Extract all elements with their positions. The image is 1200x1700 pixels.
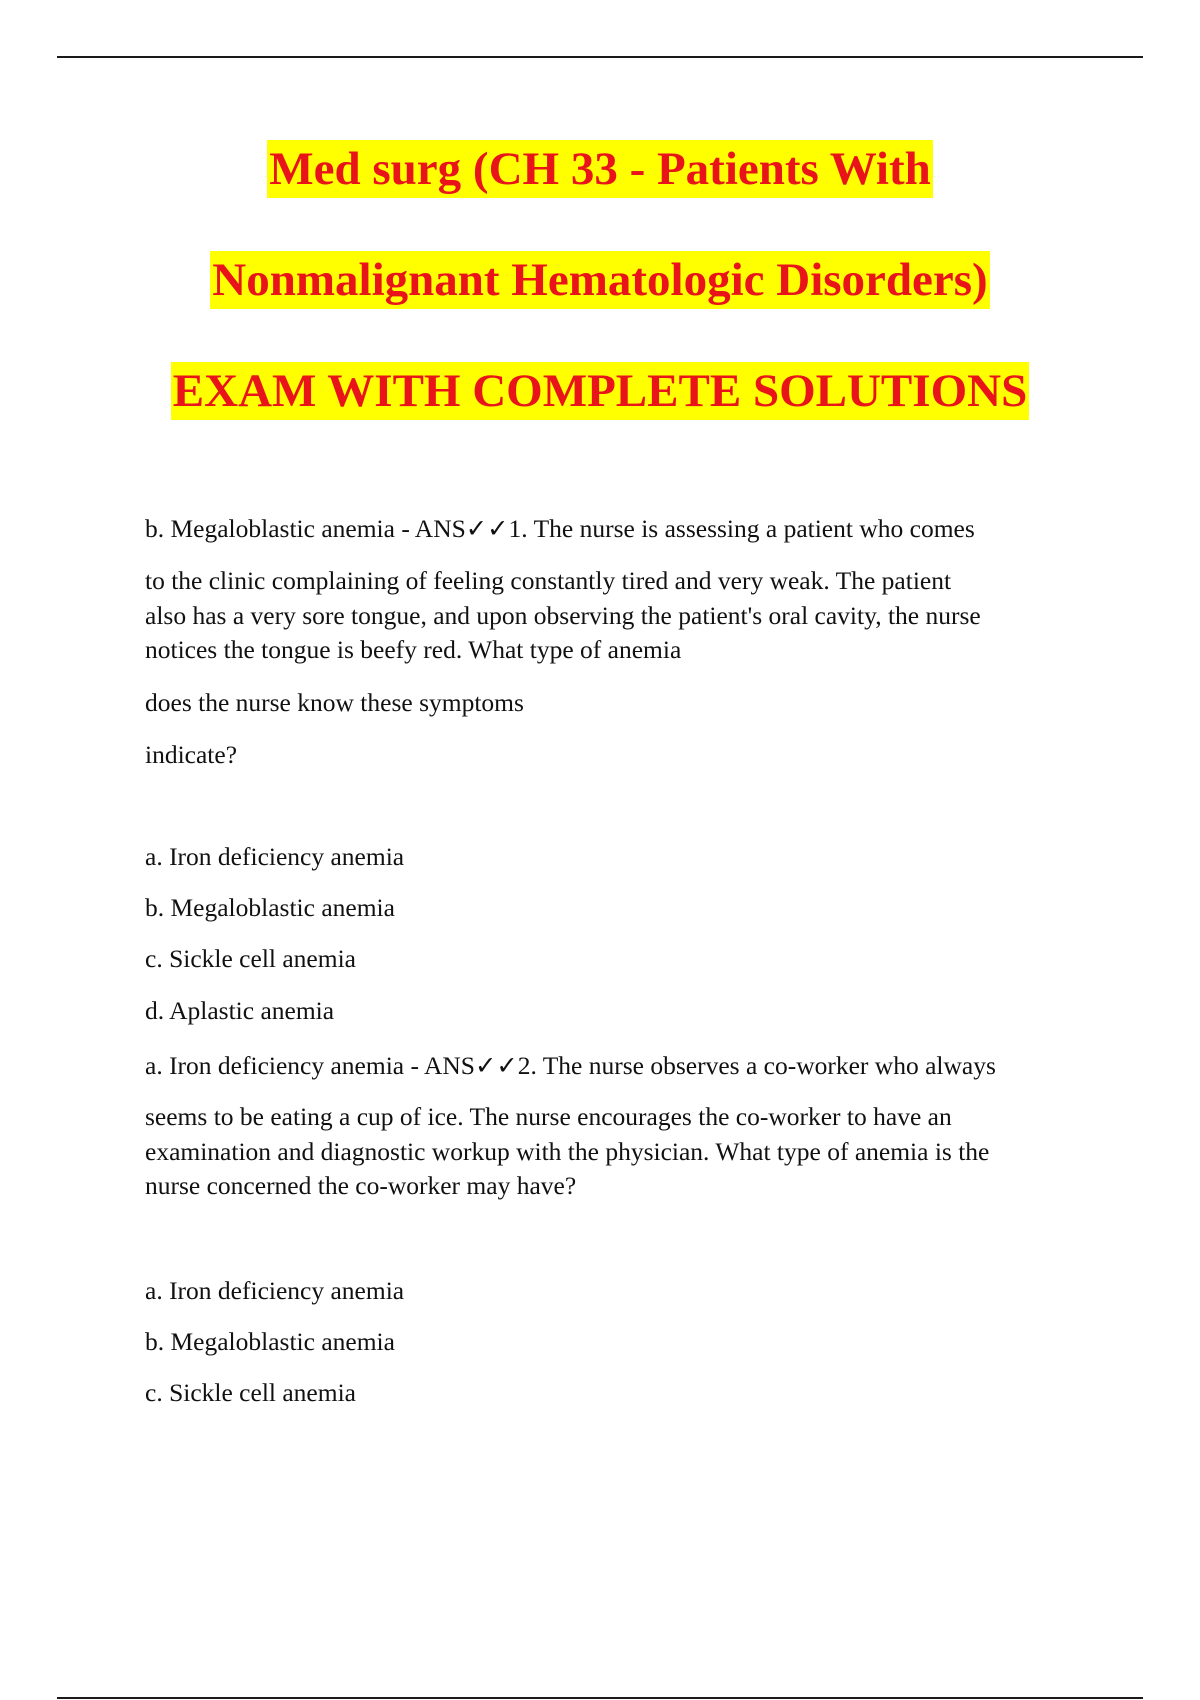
q1-paragraph-line-1: to the clinic complaining of feeling constantly tired and very weak. The patient [145, 566, 952, 595]
title-line-3 [0, 362, 1200, 473]
q2-paragraph-line-3: nurse concerned the co-worker may have? [145, 1171, 577, 1200]
q2-paragraph-line-2: examination and diagnostic workup with the physician. What type of anemia is the [145, 1136, 990, 1166]
q1-line-a: does the nurse know these symptoms [145, 688, 524, 717]
title-line-3-text: EXAM WITH COMPLETE SOLUTIONS [171, 362, 1029, 420]
q1-option-c: c. Sickle cell anemia [145, 944, 356, 973]
q1-paragraph [145, 564, 1105, 668]
title-line-2 [0, 251, 1200, 362]
q1-paragraph-line-2: also has a very sore tongue, and upon observing the patient's oral cavity, the nurse [145, 600, 981, 630]
q2-paragraph-line-1: seems to be eating a cup of ice. The nurse encourages the co-worker to have an [145, 1102, 952, 1131]
q2-lead: a. Iron deficiency anemia - ANS✓✓2. The nurse observes a co-worker who always [145, 1051, 996, 1080]
bottom-rule [57, 1697, 1143, 1699]
q2-paragraph [145, 1100, 1105, 1204]
q2-option-a: a. Iron deficiency anemia [145, 1276, 405, 1305]
title-line-2-text: Nonmalignant Hematologic Disorders) [210, 251, 989, 309]
q1-lead: b. Megaloblastic anemia - ANS✓✓1. The nurse is assessing a patient who comes [145, 514, 975, 543]
q2-option-b: b. Megaloblastic anemia [145, 1327, 395, 1356]
title-line-1 [0, 140, 1200, 251]
q2-option-c: c. Sickle cell anemia [145, 1378, 356, 1407]
q1-option-d: d. Aplastic anemia [145, 996, 335, 1025]
q1-option-b: b. Megaloblastic anemia [145, 893, 395, 922]
q1-paragraph-line-3: notices the tongue is beefy red. What type of anemia [145, 635, 682, 664]
q1-line-b: indicate? [145, 740, 238, 769]
document-title [0, 140, 1200, 473]
title-line-1-text: Med surg (CH 33 - Patients With [267, 140, 932, 198]
q1-option-a: a. Iron deficiency anemia [145, 842, 405, 871]
top-rule [57, 56, 1143, 58]
